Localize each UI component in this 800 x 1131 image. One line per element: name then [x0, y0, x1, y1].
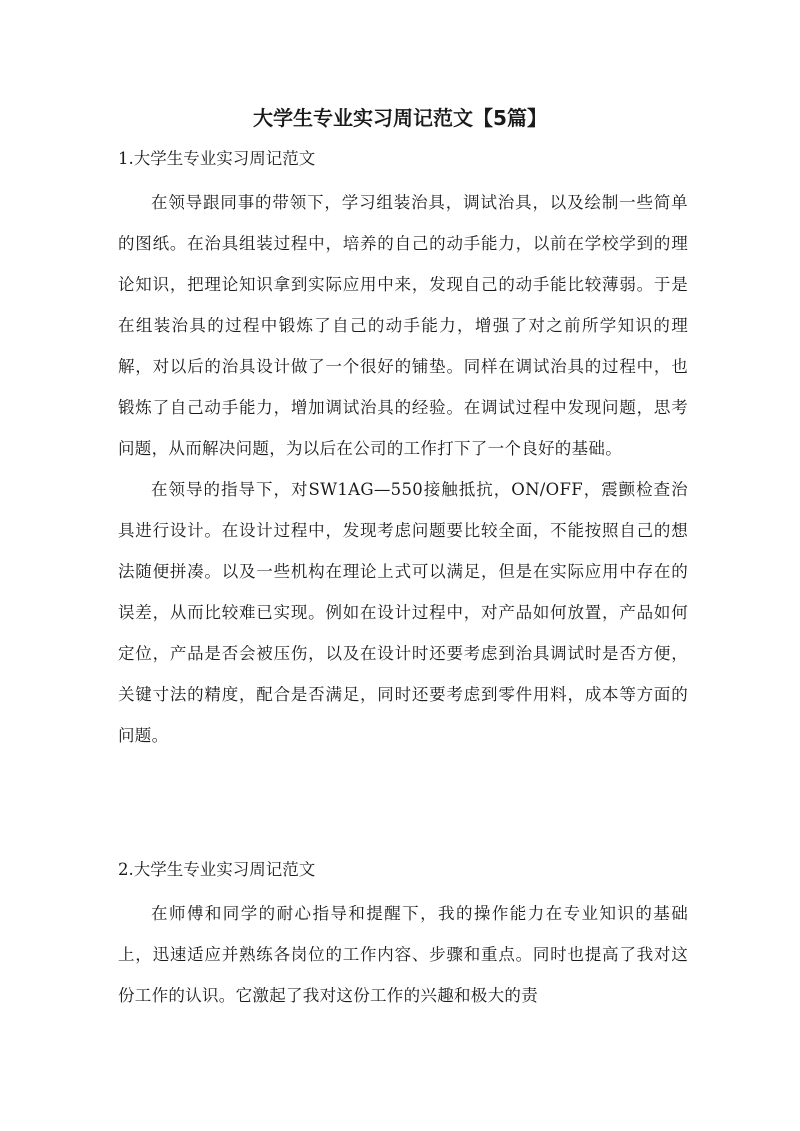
- section-heading: 2.大学生专业实习周记范文: [118, 860, 316, 879]
- paragraph: 在领导的指导下，对SW1AG—550接触抵抗，ON/OFF，震颤检查治具进行设计。在设计过程中，发现考虑问题要比较全面，不能按照自己的想法随便拼凑。以及一些机构在理论上式可以满足，但是在实际应用中存在的误差，从而比较难已实现。例如在设计过程中，对产品如何放置，产品如何定位，产品是否会被压伤，以及在设计时还要考虑到治具调试时是否方便，关键寸法的精度，配合是否满足，同时还要考虑到零件用料，成本等方面的问题。: [118, 480, 688, 745]
- section-heading: 1.大学生专业实习周记范文: [118, 149, 316, 168]
- paragraph: 在领导跟同事的带领下，学习组装治具，调试治具，以及绘制一些简单的图纸。在治具组装过程中，培养的自己的动手能力，以前在学校学到的理论知识，把理论知识拿到实际应用中来，发现自己的动手能比较薄弱。于是在组装治具的过程中锻炼了自己的动手能力，增强了对之前所学知识的理解，对以后的治具设计做了一个很好的铺垫。同样在调试治具的过程中，也锻炼了自己动手能力，增加调试治具的经验。在调试过程中发现问题，思考问题，从而解决问题，为以后在公司的工作打下了一个良好的基础。: [118, 193, 688, 458]
- section-2: [118, 852, 688, 1016]
- paragraph: 在师傅和同学的耐心指导和提醒下，我的操作能力在专业知识的基础上，迅速适应并熟练各岗位的工作内容、步骤和重点。同时也提高了我对这份工作的认识。它激起了我对这份工作的兴趣和极大的责: [118, 904, 688, 1005]
- section-1: [118, 141, 688, 756]
- document-title: 大学生专业实习周记范文【5篇】: [253, 106, 547, 130]
